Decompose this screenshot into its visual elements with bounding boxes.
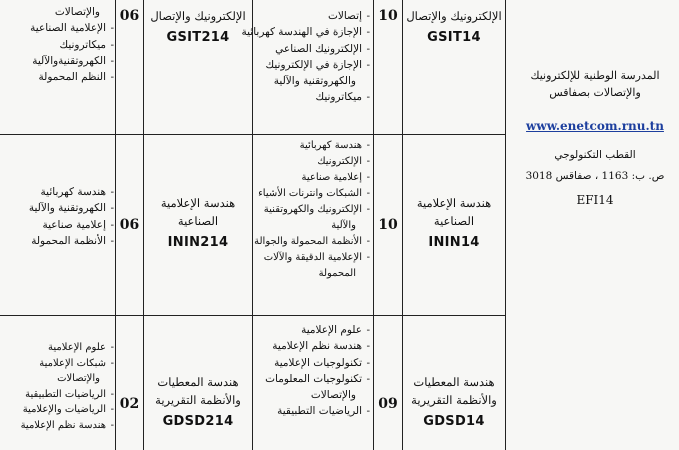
program-code: GSIT14 bbox=[427, 29, 481, 45]
list-item: - هندسة كهربائية bbox=[252, 138, 370, 154]
table-row bbox=[0, 316, 506, 450]
master-specialties-list bbox=[252, 322, 370, 420]
list-item: - الرياضيات التطبيقية bbox=[252, 403, 370, 419]
list-item: - الإجازة في الإلكترونيك bbox=[252, 57, 370, 73]
list-item: - الكهروتقنيةوالآلية bbox=[2, 53, 114, 69]
list-item: - علوم الإعلامية bbox=[252, 322, 370, 338]
list-item: والإتصالات bbox=[57, 373, 100, 384]
bachelor-program bbox=[144, 195, 252, 253]
list-item: والكهروتقنية والآلية bbox=[273, 75, 356, 88]
master-program bbox=[403, 195, 505, 253]
website-link[interactable]: www.enetcom.rnu.tn bbox=[526, 119, 664, 133]
list-item: - الأنظمة المحمولة bbox=[2, 233, 114, 249]
list-item: والآلية bbox=[331, 220, 356, 231]
list-item: - إعلامية صناعية bbox=[252, 170, 370, 186]
school-info bbox=[510, 68, 679, 210]
school-name: المدرسة الوطنية للإلكترونيك bbox=[530, 69, 660, 82]
list-item: - الرياضيات والإعلامية bbox=[2, 402, 114, 418]
bachelor-specialties-list bbox=[2, 4, 114, 85]
bachelor-seats: 02 bbox=[119, 396, 140, 412]
table-row bbox=[0, 135, 506, 315]
list-item: - الإلكترونيك bbox=[252, 154, 370, 170]
list-item: - النظم المحمولة bbox=[2, 69, 114, 85]
program-code: ININ214 bbox=[167, 234, 229, 250]
bachelor-seats: 06 bbox=[119, 217, 140, 233]
list-item: - ميكاترونيك bbox=[252, 89, 370, 105]
bachelor-specialties-list bbox=[2, 340, 114, 433]
program-name: هندسة المعطيات bbox=[157, 375, 239, 389]
program-name: هندسة الإعلامية bbox=[416, 196, 492, 210]
list-item: المحمولة bbox=[318, 268, 356, 279]
program-name: هندسة المعطيات bbox=[413, 375, 495, 389]
list-item: - الإلكترونيك الصناعي bbox=[252, 41, 370, 57]
program-name: الإلكترونيك والإتصال bbox=[406, 9, 502, 23]
master-program bbox=[403, 374, 505, 432]
bachelor-specialties-list bbox=[2, 184, 114, 249]
bachelor-program bbox=[144, 8, 252, 48]
postal-address: ص. ب: 1163 ، صفاقس 3018 bbox=[525, 170, 665, 183]
program-code: GDSD14 bbox=[423, 413, 485, 429]
list-item: - الإلكترونيك والكهروتقنية bbox=[252, 202, 370, 218]
list-item: - هندسة نظم الإعلامية bbox=[252, 338, 370, 354]
list-item: - علوم الإعلامية bbox=[2, 340, 114, 356]
list-item: - الأنظمة المحمولة والجوالة bbox=[252, 234, 370, 250]
program-name: الصناعية bbox=[177, 213, 219, 228]
master-specialties-list bbox=[252, 138, 370, 282]
pole-label: القطب التكنولوجي bbox=[554, 148, 636, 161]
list-item: - ميكاترونيك bbox=[2, 37, 114, 53]
list-item: - الكهروتقنية والآلية bbox=[2, 200, 114, 216]
list-item: - هندسة نظم الإعلامية bbox=[2, 418, 114, 434]
list-item: والإتصالات bbox=[310, 389, 356, 402]
list-item: - تكنولوجيات المعلومات bbox=[252, 371, 370, 387]
program-name: والأنظمة التقريرية bbox=[155, 392, 241, 407]
list-item: - الشبكات وانترنات الأشياء bbox=[252, 186, 370, 202]
program-name: الصناعية bbox=[433, 213, 475, 228]
master-seats: 10 bbox=[378, 8, 398, 24]
list-item: - تكنولوجيات الإعلامية bbox=[252, 355, 370, 371]
program-code: ININ14 bbox=[428, 234, 480, 250]
establishment-code: EFI14 bbox=[576, 193, 614, 207]
bachelor-seats: 06 bbox=[119, 8, 140, 24]
program-name: هندسة الإعلامية bbox=[160, 196, 236, 210]
program-code: GDSD214 bbox=[162, 413, 234, 429]
list-item: - إتصالات bbox=[252, 8, 370, 24]
list-item: - الإعلامية الدقيقة والآلات bbox=[252, 250, 370, 266]
master-specialties-list bbox=[241, 8, 370, 106]
school-name: والإتصالات بصفاقس bbox=[549, 85, 641, 99]
list-item: - الإجازة في الهندسة كهربائية bbox=[252, 24, 370, 40]
list-item: والإتصالات bbox=[54, 6, 100, 18]
list-item: - الرياضيات التطبيقية bbox=[2, 387, 114, 403]
program-name: والأنظمة التقريرية bbox=[411, 392, 497, 407]
program-name: الإلكترونيك والإتصال bbox=[150, 9, 246, 23]
master-seats: 09 bbox=[378, 396, 398, 412]
master-seats: 10 bbox=[378, 217, 398, 233]
list-item: - الإعلامية الصناعية bbox=[2, 20, 114, 36]
list-item: - إعلامية صناعية bbox=[2, 217, 114, 233]
bachelor-program bbox=[144, 374, 252, 432]
table-row bbox=[0, 0, 506, 134]
program-code: GSIT214 bbox=[166, 29, 230, 45]
list-item: - شبكات الإعلامية bbox=[2, 356, 114, 372]
master-program bbox=[403, 8, 505, 48]
list-item: - هندسة كهربائية bbox=[2, 184, 114, 200]
